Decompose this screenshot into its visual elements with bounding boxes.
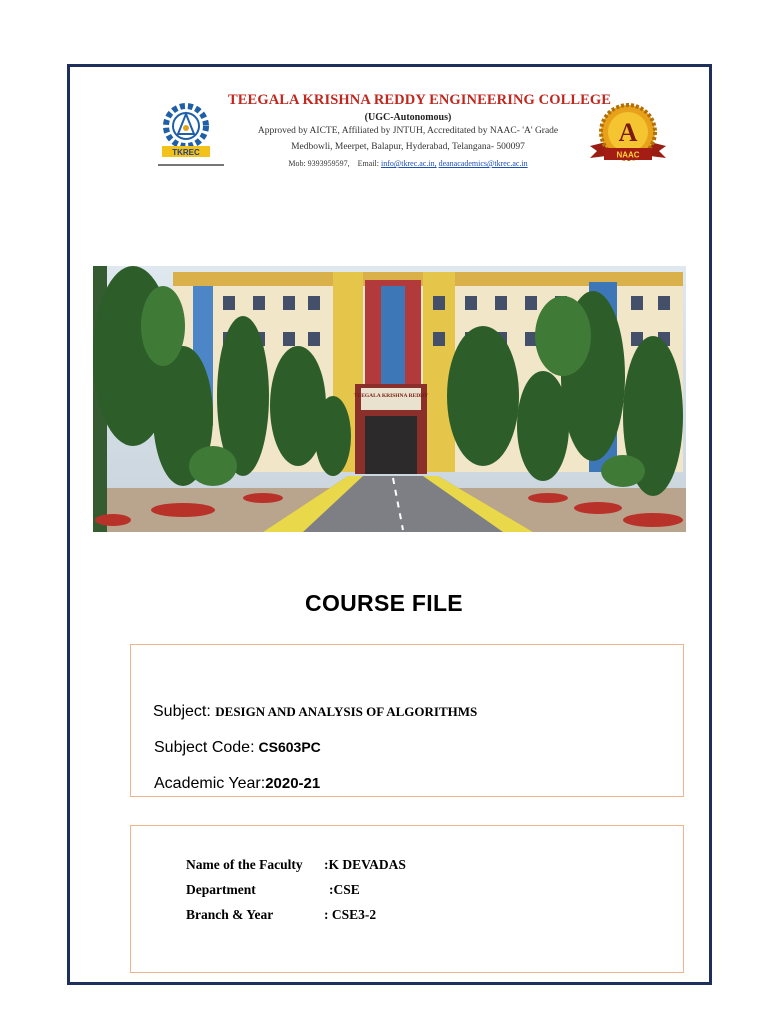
subject-code-value: CS603PC [258,739,321,755]
naac-grade-letter: A [618,118,638,147]
mobile-number: Mob: 9393959597, [288,159,350,168]
branch-year-row [186,907,376,923]
department-value: :CSE [329,882,360,897]
naac-a-grade-badge [588,96,668,176]
college-building-photo [93,266,686,532]
email-link-info[interactable]: info@tkrec.ac.in, [381,159,437,168]
building-sign-text: TEEGALA KRISHNA REDDY [353,393,429,399]
academic-year-label: Academic Year: [154,775,266,792]
department-row [186,882,360,898]
header-text [228,92,612,168]
subject-row [153,703,477,721]
email-label: Email: [357,159,379,168]
course-file-title: COURSE FILE [305,590,463,616]
department-label: Department [186,882,256,897]
academic-year-row [154,775,320,793]
branch-year-label: Branch & Year [186,907,274,922]
subject-value: DESIGN AND ANALYSIS OF ALGORITHMS [215,704,478,719]
subject-label: Subject: [153,703,211,720]
college-name: TEEGALA KRISHNA REDDY ENGINEERING COLLEGE [228,92,612,108]
autonomous-status: (UGC-Autonomous) [364,112,452,123]
tkrec-logo-text: TKREC [172,148,200,157]
subject-code-row [154,739,321,757]
faculty-details-box [130,825,684,973]
college-header [88,92,688,182]
faculty-name-value: :K DEVADAS [324,857,406,872]
academic-year-value: 2020-21 [265,775,321,792]
subject-code-label: Subject Code: [154,739,255,756]
branch-year-value: : CSE3-2 [324,907,377,922]
faculty-name-row [186,857,406,873]
address-line: Medbowli, Meerpet, Balapur, Hyderabad, Telangana- 500097 [291,142,525,152]
naac-badge-text: NAAC [616,150,640,160]
contact-line [228,159,588,168]
tkrec-logo [156,102,228,172]
approval-line: Approved by AICTE, Affiliated by JNTUH, Accreditated by NAAC- 'A' Grade [257,126,559,136]
email-link-dean[interactable]: deanacademics@tkrec.ac.in [438,159,528,168]
faculty-name-label: Name of the Faculty [186,857,303,872]
